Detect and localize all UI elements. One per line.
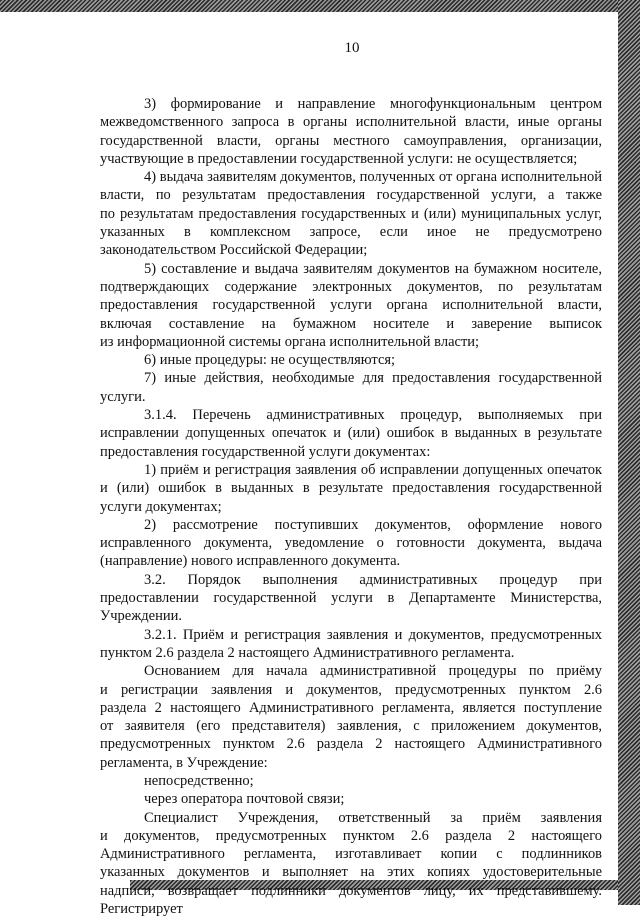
text-line: надписи, возвращает подлинники документов лицу, их представившему.	[100, 882, 602, 899]
text-line: Административного регламента, изготавливает копии с подлинников	[100, 846, 602, 863]
text-line: от заявителя (его представителя) заявления, с приложением документов,	[100, 718, 602, 735]
text-line: Учреждении.	[100, 608, 182, 625]
text-line: 3) формирование и направление многофункциональным центром	[144, 96, 602, 112]
text-line: предоставления государственной услуги органа исполнительной власти,	[100, 297, 602, 314]
text-line: непосредственно;	[144, 772, 254, 789]
text-line: 1) приём и регистрация заявления об исправлении допущенных опечаток	[144, 461, 602, 478]
scan-edge-top	[0, 0, 640, 12]
text-line: 2) рассмотрение поступивших документов, оформление нового	[144, 516, 602, 533]
text-line: 7) иные действия, необходимые для предоставления государственной	[144, 370, 602, 387]
text-line: предоставления государственной услуги документах:	[100, 443, 431, 460]
text-line: 6) иные процедуры: не осуществляются;	[144, 352, 396, 369]
text-line: 4) выдача заявителям документов, полученных от органа исполнительной	[144, 169, 602, 186]
document-body	[100, 95, 602, 918]
text-line: услуги документах;	[100, 498, 222, 515]
text-line: межведомственного запроса в органы исполнительной власти, иные органы	[100, 114, 602, 131]
text-line: регламента, в Учреждение:	[100, 754, 268, 771]
text-line: (направление) нового исправленного документа.	[100, 553, 401, 570]
text-line: раздела 2 настоящего Административного регламента, является поступление	[100, 699, 602, 716]
text-line: 3.1.4. Перечень административных процедур, выполняемых при	[144, 407, 602, 424]
text-line: включая составление на бумажном носителе и заверение выписок	[100, 315, 602, 332]
text-line: исправлении допущенных опечаток и (или) ошибок в выданных в результате	[100, 425, 602, 442]
text-line: законодательством Российской Федерации;	[100, 242, 368, 259]
text-line: и регистрации заявления и документов, предусмотренных пунктом 2.6	[100, 681, 602, 698]
text-line: по результатам предоставления государственных и (или) муниципальных услуг,	[100, 205, 602, 222]
text-line: 3.2.1. Приём и регистрация заявления и документов, предусмотренных	[144, 626, 602, 643]
text-line: и (или) ошибок в выданных в результате предоставления государственной	[100, 480, 602, 497]
text-line: через оператора почтовой связи;	[144, 791, 345, 808]
text-line: участвующие в предоставлении государственной услуги: не осуществляется;	[100, 150, 578, 167]
text-line: предоставлении государственной услуги в Департаменте Министерства,	[100, 590, 602, 607]
text-line: пунктом 2.6 раздела 2 настоящего Административного регламента.	[100, 644, 515, 661]
text-line: указанных документов и выполняет на этих копиях удостоверительные	[100, 864, 602, 881]
text-line: 5) составление и выдача заявителям документов на бумажном носителе,	[144, 260, 602, 277]
scan-edge-right	[618, 0, 640, 905]
text-line: Регистрирует	[100, 901, 183, 918]
text-line: подтверждающих содержание электронных документов, по результатам	[100, 278, 602, 295]
text-line: предусмотренных пунктом 2.6 раздела 2 настоящего Административного	[100, 736, 602, 753]
text-line: государственной власти, органы местного самоуправления, организации,	[100, 132, 602, 149]
text-line: и документов, предусмотренных пунктом 2.6 раздела 2 настоящего	[100, 827, 602, 844]
text-line: власти, по результатам предоставления государственной услуги, а также	[100, 187, 602, 204]
text-line: Основанием для начала административной процедуры по приёму	[144, 663, 602, 680]
text-line: исправленного документа, уведомление о готовности документа, выдача	[100, 535, 602, 552]
text-line: Специалист Учреждения, ответственный за приём заявления	[144, 809, 602, 826]
text-line: указанных в комплексном запросе, если иное не предусмотрено	[100, 224, 602, 241]
text-line: из информационной системы органа исполнительной власти;	[100, 333, 480, 350]
text-line: услуги.	[100, 388, 146, 405]
page-number: 10	[344, 40, 360, 56]
text-line: 3.2. Порядок выполнения административных процедур при	[144, 571, 602, 588]
